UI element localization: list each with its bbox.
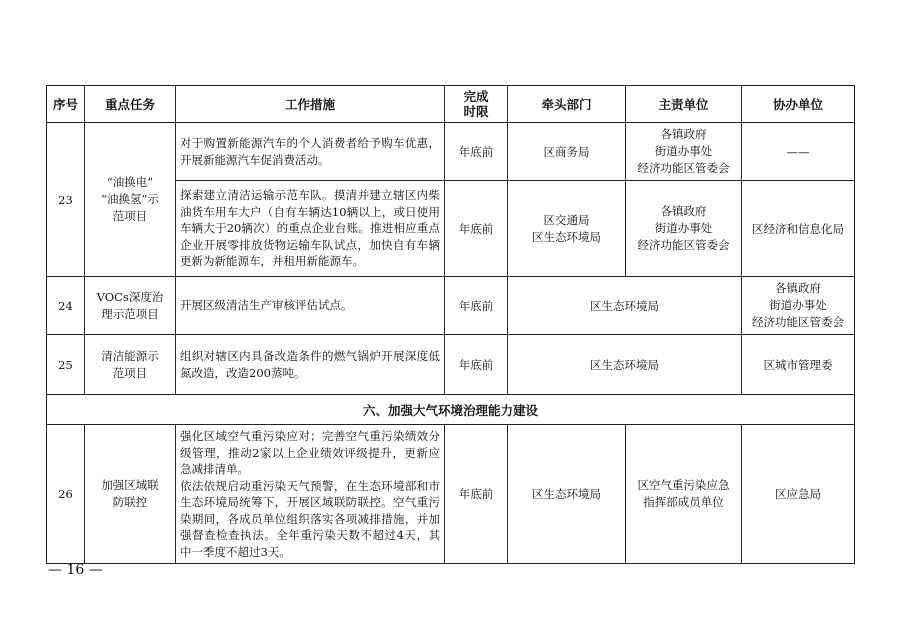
row23b-lead: 区交通局 区生态环境局 [508,181,626,277]
row23-task: “油换电” “油换氢”示 范项目 [85,123,176,277]
section-title: 六、加强大气环境治理能力建设 [47,395,855,425]
row26-resp: 区空气重污染应急 指挥部成员单位 [626,425,742,564]
row24-lead: 区生态环境局 [508,277,742,335]
row23a-lead: 区商务局 [508,123,626,181]
table-row-25 [47,335,855,395]
row24-measures: 开展区级清洁生产审核评估试点。 [176,277,445,335]
row26-deadline: 年底前 [445,425,508,564]
row24-assist: 各镇政府 街道办事处 经济功能区管委会 [742,277,855,335]
row25-lead: 区生态环境局 [508,335,742,395]
row25-task: 清洁能源示 范项目 [85,335,176,395]
row26-measures: 强化区域空气重污染应对；完善空气重污染绩效分级管理，推动2家以上企业绩效评级提升，更新应急减排清单。 依法依规启动重污染天气预警，在生态环境部和市生态环境局统筹下，开展区域联防联控。空气重污染期间，各成员单位组织落实各项减排措施，并加强督查检查执法。全年重污染天数不超过4天，其中一季度不超过3天。 [176,425,445,564]
row23a-measures: 对于购置新能源汽车的个人消费者给予购车优惠，开展新能源汽车促消费活动。 [176,123,445,181]
row23a-deadline: 年底前 [445,123,508,181]
row25-no: 25 [47,335,85,395]
row23a-assist: —— [742,123,855,181]
row24-deadline: 年底前 [445,277,508,335]
section-row [47,395,855,425]
row23b-resp: 各镇政府 街道办事处 经济功能区管委会 [626,181,742,277]
header-task: 重点任务 [85,86,176,123]
header-measures: 工作措施 [176,86,445,123]
row23b-measures: 探索建立清洁运输示范车队。摸清并建立辖区内柴油货车用车大户（自有车辆达10辆以上，或日使用车辆大于20辆次）的重点企业台账。推进相应重点企业开展零排放货物运输车队试点，加快自有车辆更新为新能源车，并租用新能源车。 [176,181,445,277]
row26-lead: 区生态环境局 [508,425,626,564]
page-number: — 16 — [48,562,103,578]
header-lead-dept: 牵头部门 [508,86,626,123]
table-row-23a [47,123,855,181]
row24-no: 24 [47,277,85,335]
task-table [46,85,855,564]
row25-assist: 区城市管理委 [742,335,855,395]
header-resp-unit: 主责单位 [626,86,742,123]
row23b-assist: 区经济和信息化局 [742,181,855,277]
row26-task: 加强区域联 防联控 [85,425,176,564]
table-row-24 [47,277,855,335]
row23b-deadline: 年底前 [445,181,508,277]
header-no: 序号 [47,86,85,123]
row24-task: VOCs深度治 理示范项目 [85,277,176,335]
row23a-resp: 各镇政府 街道办事处 经济功能区管委会 [626,123,742,181]
row26-assist: 区应急局 [742,425,855,564]
row26-no: 26 [47,425,85,564]
row25-deadline: 年底前 [445,335,508,395]
header-row [47,86,855,123]
row23-no: 23 [47,123,85,277]
header-deadline: 完成 时限 [445,86,508,123]
table-row-26 [47,425,855,564]
row25-measures: 组织对辖区内具备改造条件的燃气锅炉开展深度低氮改造，改造200蒸吨。 [176,335,445,395]
header-assist-unit: 协办单位 [742,86,855,123]
